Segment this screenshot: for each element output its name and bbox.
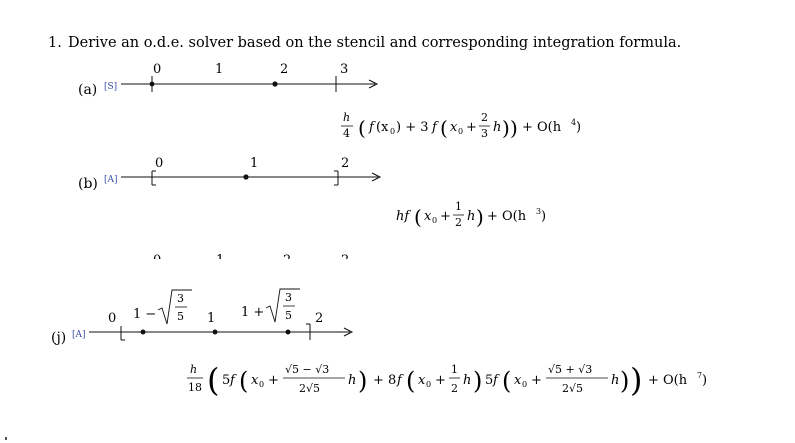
part-a-tag: [S]: [104, 82, 118, 92]
tick-label: 1: [216, 253, 225, 268]
subscript: 0: [390, 127, 396, 136]
frac-numerator: √5 + √3: [548, 363, 593, 376]
part-b-label: (b): [78, 176, 98, 192]
formula-text: h: [611, 373, 620, 388]
paren: ): [510, 116, 518, 140]
superscript: 3: [536, 207, 542, 216]
tick-label: 0: [153, 62, 162, 77]
formula-text: ): [702, 373, 708, 388]
question-number: 1.: [48, 35, 62, 51]
paren: ): [620, 367, 630, 395]
formula-text: h: [348, 373, 357, 388]
formula-text: f: [397, 373, 402, 388]
tick-text: 1 −: [133, 307, 157, 322]
formula-text: f: [369, 120, 374, 135]
formula-text: hf: [396, 209, 410, 224]
tick-text: 3: [285, 291, 292, 304]
formula-text: +: [466, 120, 477, 135]
stencil-node: [213, 330, 218, 335]
formula-text: (x: [376, 120, 389, 135]
tick-label: 2: [283, 253, 292, 268]
part-j-formula: [187, 361, 707, 399]
formula-text: + 8: [373, 373, 397, 388]
question-text: Derive an o.d.e. solver based on the stencil and corresponding integration formula.: [68, 35, 682, 51]
frac-numerator: √5 − √3: [285, 363, 330, 376]
frac-numerator: 1: [455, 200, 462, 213]
tick-label: 0: [153, 253, 162, 268]
tick-text: 1 +: [241, 305, 265, 320]
tick-label: [133, 290, 192, 324]
frac-denominator: 18: [188, 381, 202, 394]
paren: ): [630, 361, 643, 399]
formula-text: ) + 3: [396, 120, 429, 135]
formula-text: 5: [222, 373, 231, 388]
paren: (: [239, 367, 249, 395]
formula-text: + O(h: [648, 373, 688, 388]
part-j-stencil: [89, 289, 352, 340]
tick-text: 5: [177, 310, 184, 323]
formula-text: h: [463, 373, 472, 388]
tick-label: 2: [341, 253, 350, 268]
superscript: 4: [571, 118, 577, 127]
formula-text: +: [268, 373, 279, 388]
tick-label: 1: [207, 311, 216, 326]
tick-label: 1: [250, 156, 259, 171]
paren: ): [473, 367, 483, 395]
subscript: 0: [259, 380, 265, 389]
sqrt-sign-icon: [266, 289, 300, 322]
paren: ): [476, 205, 484, 229]
tick-label: 0: [155, 156, 164, 171]
stencil-node: [243, 174, 248, 179]
tick-label: 0: [108, 311, 117, 326]
tick-label: [241, 289, 300, 322]
part-b-formula: [396, 200, 546, 229]
tick-label: 3: [340, 62, 349, 77]
paren: (: [406, 367, 416, 395]
frac-denominator: 4: [343, 127, 350, 140]
frac-denominator: 2: [451, 382, 458, 395]
tick-label: 2: [280, 62, 289, 77]
formula-text: x: [514, 373, 522, 388]
formula-text: ): [576, 120, 582, 135]
stencil-node: [141, 330, 146, 335]
stencil-node: [150, 82, 155, 87]
formula-text: f: [230, 373, 235, 388]
partial-tick-row: [153, 253, 349, 268]
margin-mark: [5, 437, 7, 440]
formula-text: + O(h: [522, 120, 562, 135]
part-b-stencil: [121, 156, 380, 185]
part-a-formula: [341, 111, 581, 140]
paren: (: [207, 361, 220, 399]
part-a-stencil: [121, 62, 377, 92]
stencil-node: [286, 330, 291, 335]
paren: (: [440, 116, 448, 140]
clipped-region: [153, 253, 349, 268]
tick-label: 2: [341, 156, 350, 171]
formula-text: +: [435, 373, 446, 388]
formula-text: f: [432, 120, 437, 135]
frac-denominator: 2: [455, 216, 462, 229]
tick-label: 1: [215, 62, 224, 77]
paren: ): [358, 367, 368, 395]
formula-text: +: [531, 373, 542, 388]
part-a: [78, 62, 581, 140]
stencil-node: [272, 81, 277, 86]
subscript: 0: [522, 380, 528, 389]
subscript: 0: [432, 216, 438, 225]
frac-denominator: 3: [481, 127, 488, 140]
part-j: [51, 289, 707, 399]
part-b: [78, 156, 546, 229]
tick-label: 2: [315, 311, 324, 326]
part-a-label: (a): [78, 82, 98, 98]
formula-text: h: [467, 209, 476, 224]
formula-text: 5: [485, 373, 494, 388]
part-b-tag: [A]: [104, 175, 118, 185]
formula-text: ): [541, 209, 547, 224]
paren: ): [502, 116, 510, 140]
part-j-label: (j): [51, 330, 67, 346]
frac-numerator: 1: [451, 363, 458, 376]
paren: (: [358, 116, 366, 140]
frac-numerator: 2: [481, 111, 488, 124]
formula-text: x: [450, 120, 458, 135]
frac-numerator: h: [190, 363, 198, 376]
frac-numerator: h: [343, 111, 351, 124]
subscript: 0: [426, 380, 432, 389]
formula-text: h: [493, 120, 502, 135]
tick-text: 5: [285, 309, 292, 322]
paren: (: [414, 205, 422, 229]
frac-denominator: 2√5: [299, 382, 321, 395]
superscript: 7: [697, 371, 703, 380]
formula-text: x: [424, 209, 432, 224]
paren: (: [502, 367, 512, 395]
tick-text: 3: [177, 292, 184, 305]
formula-text: x: [418, 373, 426, 388]
frac-denominator: 2√5: [562, 382, 584, 395]
formula-text: f: [493, 373, 498, 388]
formula-text: x: [251, 373, 259, 388]
formula-text: +: [440, 209, 451, 224]
part-j-tag: [A]: [72, 330, 86, 340]
formula-text: + O(h: [487, 209, 527, 224]
subscript: 0: [458, 127, 464, 136]
